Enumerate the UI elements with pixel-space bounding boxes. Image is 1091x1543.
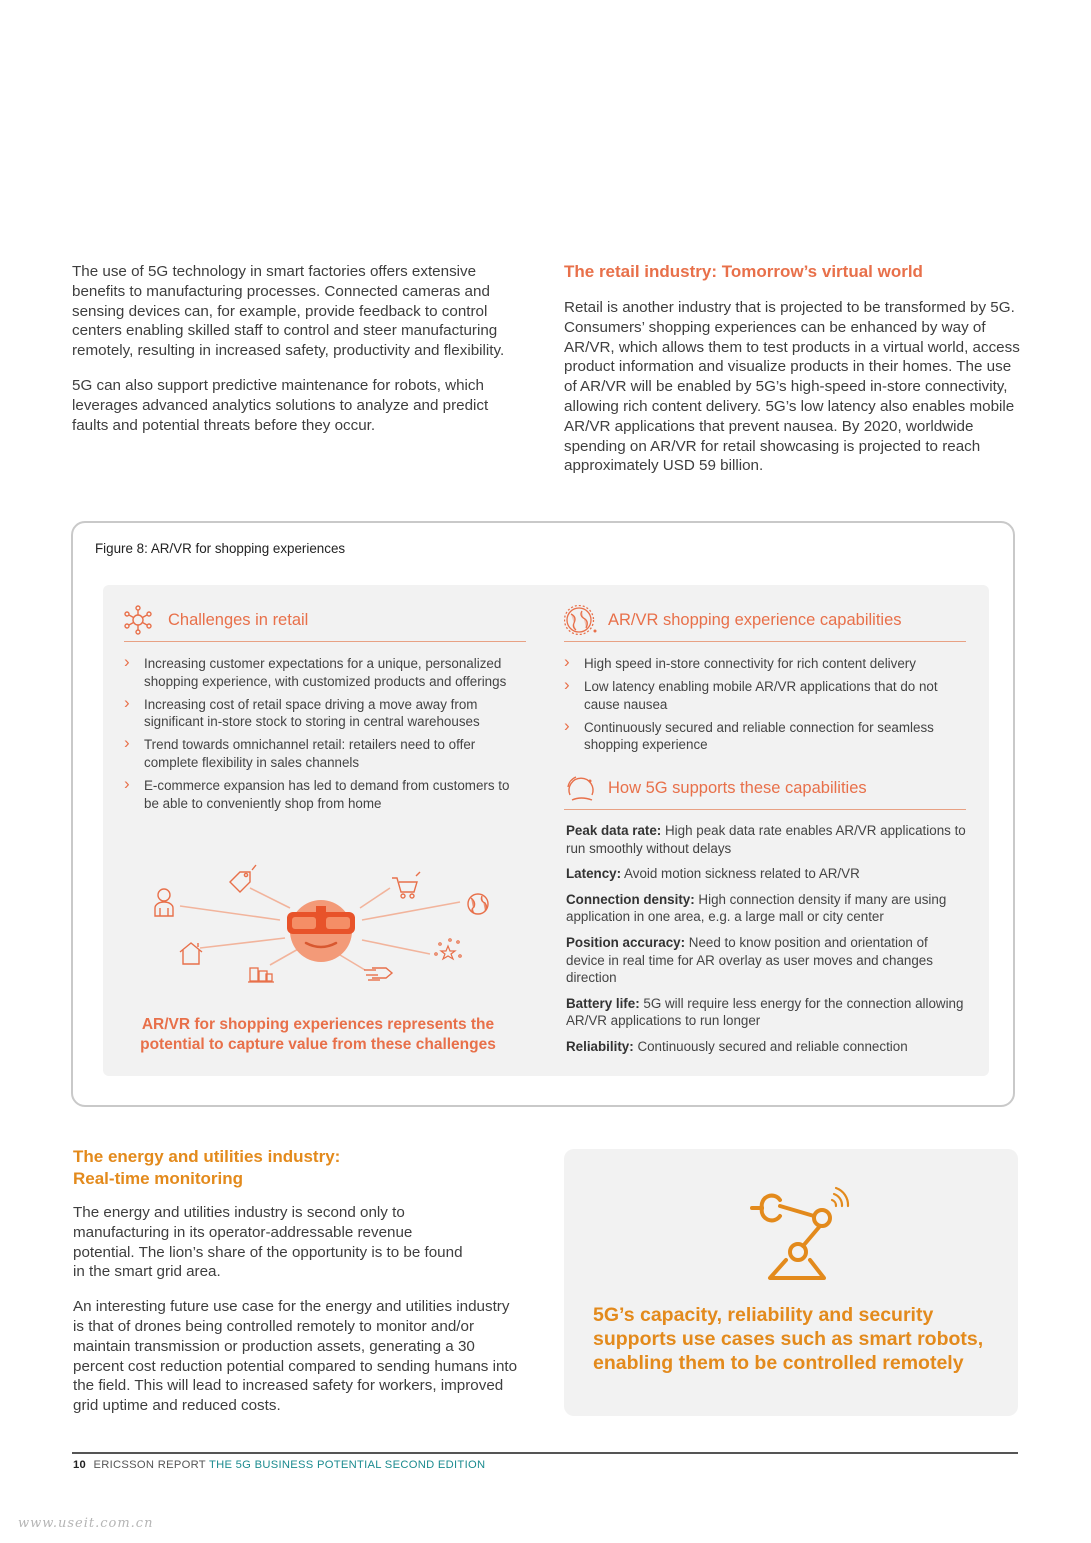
- person-icon: [155, 889, 173, 916]
- retail-heading: The retail industry: Tomorrow’s virtual world: [564, 262, 923, 281]
- list-item: › Continuously secured and reliable connection for seamless shopping experience: [564, 719, 966, 754]
- list-item: Latency: Avoid motion sickness related to AR/VR: [566, 866, 860, 882]
- energy-heading-line-2: Real-time monitoring: [73, 1169, 244, 1188]
- house-icon: [180, 943, 202, 964]
- list-item: › Increasing cost of retail space driving a move away from significant in-store stock to storing in central warehouses: [124, 696, 526, 731]
- report-title: THE 5G BUSINESS POTENTIAL SECOND EDITION: [208, 1459, 486, 1471]
- supports-list: [564, 822, 966, 1056]
- globe-icon: [468, 894, 488, 914]
- challenges-list: [124, 655, 526, 812]
- intro-column: [72, 262, 512, 435]
- list-item: › Low latency enabling mobile AR/VR applications that do not cause nausea: [564, 678, 966, 713]
- stars-icon: [435, 939, 461, 959]
- challenges-block: [124, 605, 526, 818]
- vr-headset-face-icon: [287, 900, 355, 962]
- robot-arm-icon: [748, 1186, 858, 1282]
- list-item: › Increasing customer expectations for a unique, personalized shopping experience, with customized products and offerings: [124, 655, 526, 690]
- capabilities-block: [564, 605, 966, 759]
- list-item: › Trend towards omnichannel retail: retailers need to offer complete flexibility in sales channels: [124, 736, 526, 771]
- challenges-title: Challenges in retail: [168, 610, 309, 629]
- figure-callout: AR/VR for shopping experiences represents the potential to capture value from these challenges: [140, 1016, 496, 1053]
- list-item: Connection density: High connection density if many are using application in one area, e.g. a large mall or city center: [566, 891, 947, 925]
- footer-divider: [72, 1452, 1018, 1454]
- list-item: Battery life: 5G will require less energy for the connection allowing AR/VR applications to run longer: [566, 995, 964, 1029]
- retail-body: Retail is another industry that is projected to be transformed by 5G. Consumers’ shopping experiences can be enhanced by way of AR/VR, which allows them to test products in a virtual world, access product information and visualize products in their homes. The use of AR/VR will be enabled by 5G’s high-speed in-store connectivity, allowing rich content delivery. 5G’s low latency also enables mobile AR/VR applications that prevent nausea. By 2020, worldwide spending on AR/VR for retail showcasing is projected to reach approximately USD 59 billion.: [564, 299, 1020, 475]
- globe-network-icon: [564, 605, 598, 635]
- retail-section: [564, 262, 1022, 476]
- list-item: › High speed in-store connectivity for rich content delivery: [564, 655, 966, 673]
- fast-delivery-icon: [364, 968, 392, 980]
- figure-caption: Figure 8: AR/VR for shopping experiences: [95, 541, 346, 556]
- energy-paragraph-1: The energy and utilities industry is second only to manufacturing in its operator-addressable revenue potential. The lion’s share of the opportunity is to be found in the smart grid area.: [73, 1204, 463, 1281]
- arvr-illustration: [140, 860, 510, 1000]
- watermark: www.useit.com.cn: [18, 1516, 154, 1531]
- list-item: Reliability: Continuously secured and reliable connection: [566, 1038, 908, 1054]
- supports-divider: [564, 809, 966, 810]
- signal-wave-icon: [564, 773, 598, 803]
- intro-paragraph-1: The use of 5G technology in smart factories offers extensive benefits to manufacturing processes. Connected cameras and sensing devices can, for example, provide feedback to control centers enabling skilled staff to control and steer manufacturing remotely, resulting in increased safety, productivity and flexibility.: [72, 263, 505, 360]
- robot-card-text: 5G’s capacity, reliability and security supports use cases such as smart robots, enabling them to be controlled remotely: [593, 1304, 984, 1374]
- network-nodes-icon: [124, 605, 152, 635]
- energy-heading-line-1: The energy and utilities industry:: [73, 1147, 341, 1166]
- shopping-cart-icon: [392, 872, 420, 898]
- footer: [73, 1459, 485, 1471]
- list-item: › E-commerce expansion has led to demand from customers to be able to conveniently shop from home: [124, 777, 526, 812]
- report-name: ERICSSON REPORT: [93, 1459, 206, 1471]
- supports-title: How 5G supports these capabilities: [608, 778, 867, 797]
- supports-block: [564, 773, 966, 1064]
- capabilities-list: [564, 655, 966, 754]
- price-tag-icon: [230, 865, 256, 892]
- energy-paragraph-2: An interesting future use case for the energy and utilities industry is that of drones being controlled remotely to monitor and/or maintain transmission or production assets, generating a 30 percent cost reduction potential compared to sending humans into the field. This will lead to increased safety for workers, improved grid uptime and reduced costs.: [73, 1298, 518, 1415]
- list-item: Peak data rate: High peak data rate enables AR/VR applications to run smoothly without delays: [566, 823, 966, 856]
- capabilities-title: AR/VR shopping experience capabilities: [608, 610, 902, 629]
- page-number: 10: [73, 1459, 87, 1471]
- capabilities-divider: [564, 641, 966, 642]
- list-item: Position accuracy: Need to know position and orientation of device in real time for AR overlay as user moves and changes direction: [566, 934, 933, 986]
- challenges-divider: [124, 641, 526, 642]
- coins-icon: [248, 968, 274, 982]
- intro-paragraph-2: 5G can also support predictive maintenance for robots, which leverages advanced analytics solutions to analyze and predict faults and potential threats before they occur.: [72, 376, 489, 434]
- energy-section: [73, 1146, 523, 1416]
